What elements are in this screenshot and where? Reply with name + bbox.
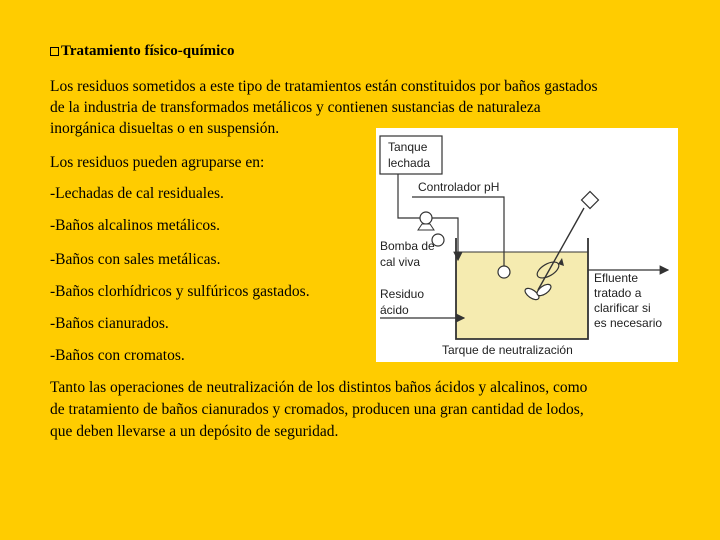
waste-item-sales: -Baños con sales metálicas. xyxy=(50,251,221,268)
effluent-label-3: clarificar si xyxy=(594,301,651,315)
intro-line-3: inorgánica disueltas o en suspensión. xyxy=(50,120,280,137)
effluent-label-2: tratado a xyxy=(594,286,642,300)
lime-tank-label-1: Tanque xyxy=(388,140,428,154)
section-heading xyxy=(50,42,234,60)
pump-label-2: cal viva xyxy=(380,255,421,269)
closing-line-2: de tratamiento de baños cianurados y cromados, producen una gran cantidad de lodos, xyxy=(50,401,584,418)
waste-item-lechadas: -Lechadas de cal residuales. xyxy=(50,185,224,202)
intro-line-1: Los residuos sometidos a este tipo de tratamientos están constituidos por baños gastados xyxy=(50,78,598,95)
waste-item-cianurados: -Baños cianurados. xyxy=(50,315,169,332)
pump-label-1: Bomba de xyxy=(380,239,435,253)
closing-line-3: que deben llevarse a un depósito de seguridad. xyxy=(50,423,339,440)
closing-line-1: Tanto las operaciones de neutralización de los distintos baños ácidos y alcalinos, como xyxy=(50,379,588,396)
effluent-label-4: es necesario xyxy=(594,316,663,330)
waste-item-alcalinos: -Baños alcalinos metálicos. xyxy=(50,217,221,234)
agitator-motor-icon xyxy=(582,192,599,209)
acid-label-2: ácido xyxy=(380,303,409,317)
neutralization-diagram xyxy=(376,128,678,362)
pump-icon xyxy=(420,212,432,224)
section-title: Tratamiento físico-químico xyxy=(61,43,235,59)
waste-item-cromatos: -Baños con cromatos. xyxy=(50,347,185,364)
lime-tank-label-2: lechada xyxy=(388,156,431,170)
tank-liquid xyxy=(456,252,588,339)
waste-item-clorhidricos: -Baños clorhídricos y sulfúricos gastados. xyxy=(50,283,310,300)
grouping-intro: Los residuos pueden agruparse en: xyxy=(50,154,265,171)
neutralization-diagram-svg xyxy=(376,128,678,362)
pump-base xyxy=(418,224,434,230)
acid-label-1: Residuo xyxy=(380,287,425,301)
intro-line-2: de la industria de transformados metálicos y contienen sustancias de naturaleza xyxy=(50,99,541,116)
ph-probe-icon xyxy=(498,266,510,278)
effluent-label-1: Efluente xyxy=(594,271,639,285)
checkbox-bullet-icon xyxy=(50,47,59,56)
ph-controller-label: Controlador pH xyxy=(418,180,500,194)
tank-name-label: Tarque de neutralización xyxy=(442,343,573,357)
